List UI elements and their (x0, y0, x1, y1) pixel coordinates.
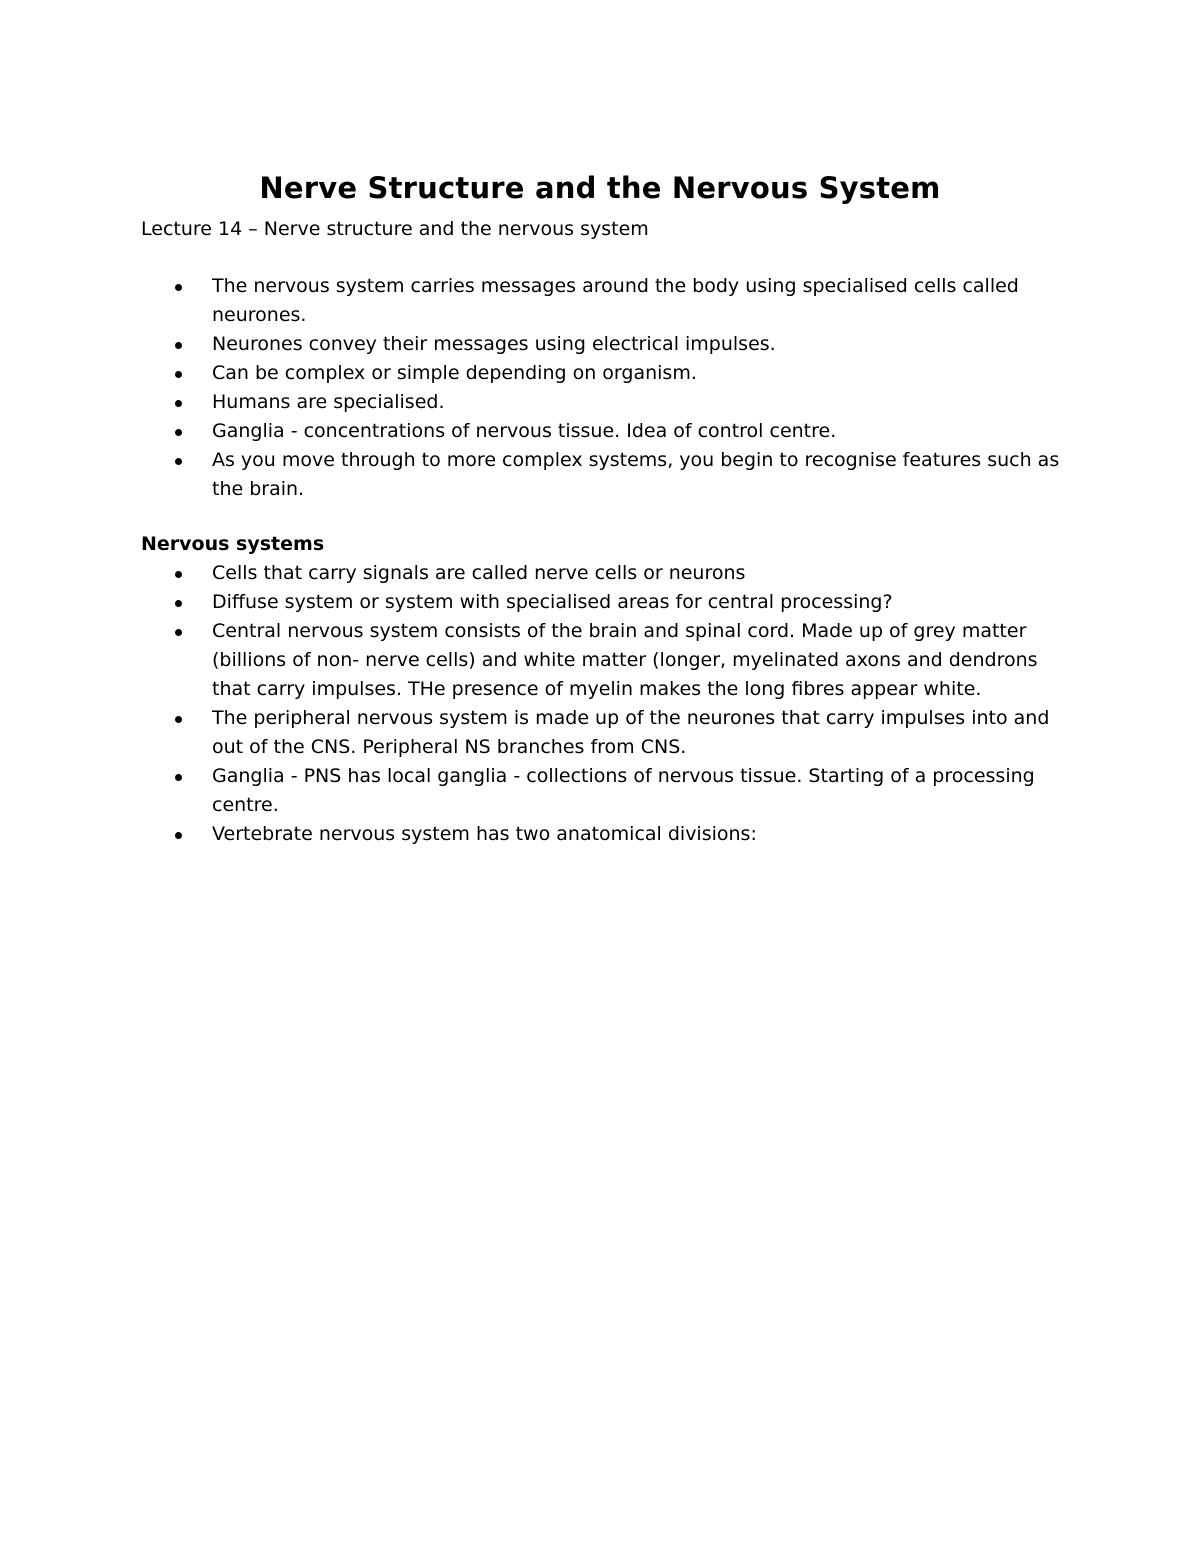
list-item (141, 704, 1071, 762)
list-item (141, 559, 1071, 588)
bullet-icon (175, 774, 182, 781)
list-item (141, 330, 1071, 359)
list-item-text: Cells that carry signals are called nerve cells or neurons (212, 562, 746, 584)
page-title: Nerve Structure and the Nervous System (259, 171, 941, 205)
bullet-icon (175, 571, 182, 578)
bullet-icon (175, 342, 182, 349)
list-item (141, 272, 1071, 330)
bullet-icon (175, 458, 182, 465)
list-item-text: The nervous system carries messages around the body using specialised cells called neurones. (212, 275, 1019, 326)
bullet-icon (175, 629, 182, 636)
list-item-text: Diffuse system or system with specialised areas for central processing? (212, 591, 893, 613)
list-item (141, 820, 1071, 849)
bullet-icon (175, 716, 182, 723)
bullet-icon (175, 600, 182, 607)
list-item-text: The peripheral nervous system is made up of the neurones that carry impulses into and out of the CNS. Peripheral NS branches from CNS. (212, 707, 1050, 758)
section-heading: Nervous systems (141, 533, 325, 555)
list-item-text: Ganglia - concentrations of nervous tissue. Idea of control centre. (212, 420, 837, 442)
list-item-text: Can be complex or simple depending on organism. (212, 362, 697, 384)
list-item-text: Central nervous system consists of the brain and spinal cord. Made up of grey matter (billions of non- nerve cells) and white matter (longer, myelinated axons and dendrons that carry impulses. THe presence of myelin makes the long fibres appear white. (212, 620, 1038, 700)
section-bullet-list (141, 559, 1071, 849)
list-item (141, 617, 1071, 704)
bullet-icon (175, 429, 182, 436)
list-item-text: Vertebrate nervous system has two anatomical divisions: (212, 823, 757, 845)
list-item (141, 762, 1071, 820)
bullet-icon (175, 832, 182, 839)
bullet-icon (175, 284, 182, 291)
intro-bullet-list (141, 272, 1071, 504)
list-item (141, 446, 1071, 504)
lecture-subtitle: Lecture 14 – Nerve structure and the nervous system (141, 218, 649, 240)
list-item (141, 388, 1071, 417)
bullet-icon (175, 371, 182, 378)
list-item-text: Humans are specialised. (212, 391, 445, 413)
list-item (141, 588, 1071, 617)
list-item-text: As you move through to more complex systems, you begin to recognise features such as the brain. (212, 449, 1060, 500)
list-item (141, 417, 1071, 446)
list-item-text: Neurones convey their messages using electrical impulses. (212, 333, 776, 355)
bullet-icon (175, 400, 182, 407)
list-item-text: Ganglia - PNS has local ganglia - collections of nervous tissue. Starting of a processing centre. (212, 765, 1035, 816)
list-item (141, 359, 1071, 388)
